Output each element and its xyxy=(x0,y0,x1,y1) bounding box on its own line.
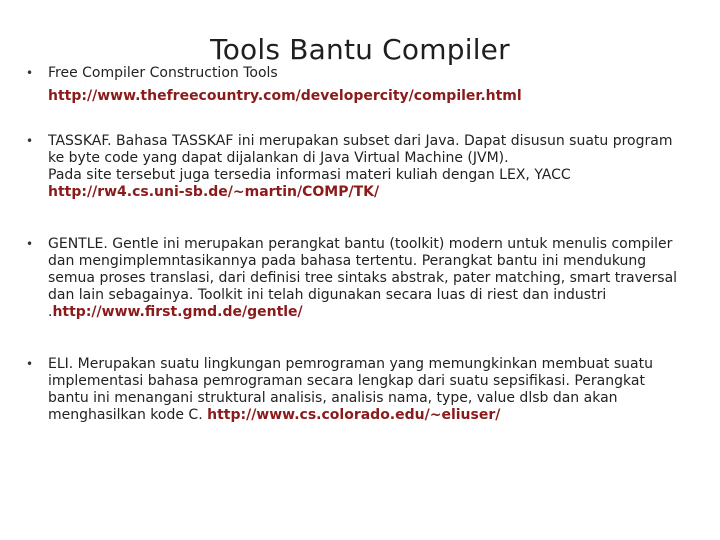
url-link[interactable]: http://www.thefreecountry.com/developercity/compiler.html xyxy=(48,88,522,104)
bullet-dot: • xyxy=(26,357,34,371)
slide-title: Tools Bantu Compiler xyxy=(210,33,510,66)
bullet-text xyxy=(48,133,708,201)
text-line: ke byte code yang dapat dijalankan di Java Virtual Machine (JVM). xyxy=(48,150,509,166)
url-link[interactable]: http://rw4.cs.uni-sb.de/~martin/COMP/TK/ xyxy=(48,184,380,200)
text-line xyxy=(48,184,708,201)
text-line: TASSKAF. Bahasa TASSKAF ini merupakan subset dari Java. Dapat disusun suatu program xyxy=(48,133,673,149)
text-line xyxy=(48,407,708,424)
bullet-dot: • xyxy=(26,237,34,251)
text-line xyxy=(48,88,708,105)
url-link[interactable]: http://www.first.gmd.de/gentle/ xyxy=(52,304,303,320)
bullet-text xyxy=(48,65,708,105)
text-fragment: menghasilkan kode C. xyxy=(48,407,208,423)
text-line: bantu ini menangani struktural analisis, analisis nama, type, value dlsb dan akan xyxy=(48,390,618,406)
text-line: Free Compiler Construction Tools xyxy=(48,65,278,81)
text-line: semua proses translasi, dari definisi tree sintaks abstrak, pater matching, smart traversal xyxy=(48,270,678,286)
text-line: dan lain sebagainya. Toolkit ini telah digunakan secara luas di riest dan industri xyxy=(48,287,607,303)
text-line: Pada site tersebut juga tersedia informasi materi kuliah dengan LEX, YACC xyxy=(48,167,571,183)
text-line: GENTLE. Gentle ini merupakan perangkat bantu (toolkit) modern untuk menulis compiler xyxy=(48,236,673,252)
text-line xyxy=(48,304,708,321)
bullet-dot: • xyxy=(26,134,34,148)
text-line: implementasi bahasa pemrograman secara lengkap dari suatu sepsifikasi. Perangkat xyxy=(48,373,645,389)
bullet-dot: • xyxy=(26,66,34,80)
bullet-text xyxy=(48,356,708,424)
text-fragment: . xyxy=(48,304,53,320)
url-link[interactable]: http://www.cs.colorado.edu/~eliuser/ xyxy=(207,407,501,423)
bullet-text xyxy=(48,236,708,321)
text-line: ELI. Merupakan suatu lingkungan pemrograman yang memungkinkan membuat suatu xyxy=(48,356,653,372)
text-line: dan mengimplemntasikannya pada bahasa tertentu. Perangkat bantu ini mendukung xyxy=(48,253,647,269)
